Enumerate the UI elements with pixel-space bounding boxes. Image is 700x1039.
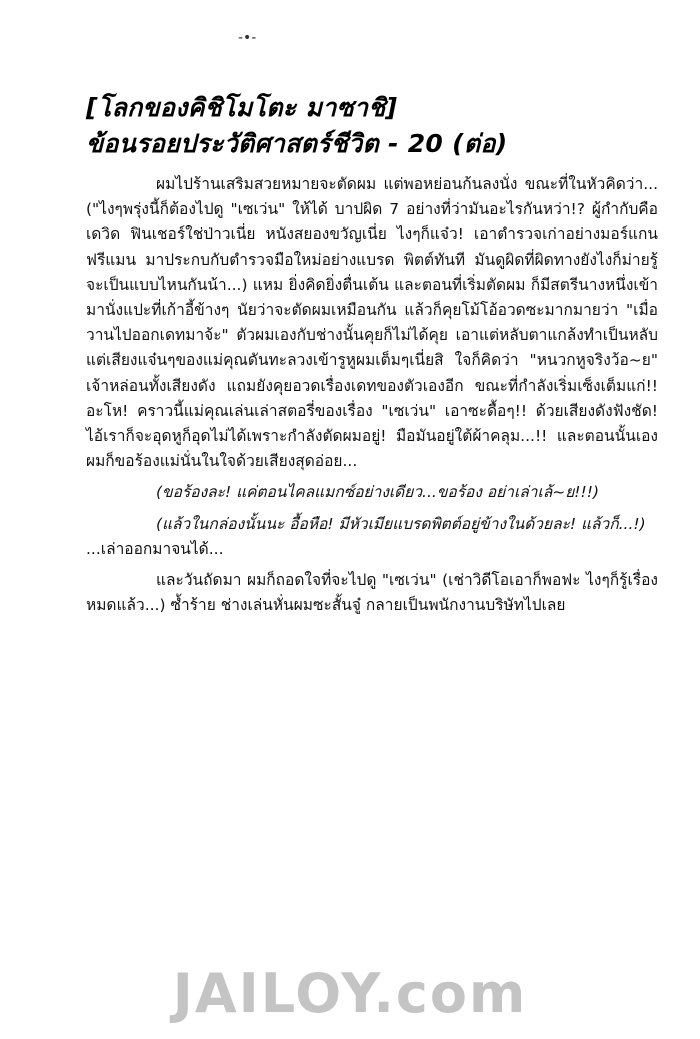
body-text: [86, 172, 658, 618]
paragraph-next-day: และวันถัดมา ผมก็ถอดใจที่จะไปดู "เซเว่น" (เช่าวิดีโอเอาก็พอฟะ ไงๆก็รู้เรื่องหมดแล้ว...) ซ้ำร้าย ช่างเล่นหั่นผมซะสั้นจู๋ กลายเป็นพนักงานบริษัทไปเลย: [86, 571, 658, 615]
paragraph-spoiler: (แล้วในกล่องนั้นนะ อื้อหือ! มีหัวเมียแบรดพิตต์อยู่ข้างในด้วยละ! แล้วก็...!): [156, 514, 646, 533]
paragraph-1: ผมไปร้านเสริมสวยหมายจะตัดผม แต่พอหย่อนก้นลงนั่ง ขณะที่ในหัวคิดว่า... ("ไงๆพรุ่งนี้ก็ต้องไปดู "เซเว่น" ให้ได้ บาปผิด 7 อย่างที่ว่ามันอะไรกันหว่า!? ผู้กำกับคือเดวิด ฟินเชอร์ใช่ป่าวเนี่ย หนังสยองขวัญเนี่ย ไงๆก็แจ๋ว! เอาตำรวจเก่าอย่างมอร์แกน ฟรีแมน มาประกบกับตำรวจมือใหม่อย่างแบรด พิตต์ทันที มันดูผิดที่ผิดทางยังไงก็ม่ายรู้ จะเป็นแบบไหนกันน้า...) แหม ยิ่งคิดยิ่งตื่นเต้น และตอนที่เริ่มตัดผม ก็มีสตรีนางหนึ่งเข้ามานั่งแปะที่เก้าอี้ข้างๆ นัยว่าจะตัดผมเหมือนกัน แล้วก็คุยโม้โอ้อวดซะมากมายว่า "เมื่อวานไปออกเดทมาจ้ะ" ตัวผมเองกับช่างนั้นคุยก็ไม่ได้คุย เอาแต่หลับตาแกล้งทำเป็นหลับ แต่เสียงแจ๋นๆของแม่คุณดันทะลวงเข้ารูหูผมเต็มๆเนี่ยสิ ใจก็คิดว่า "หนวกหูจริงว้อ~ย" เจ้าหล่อนทั้งเสียงดัง แถมยังคุยอวดเรื่องเดทของตัวเองอีก ขณะที่กำลังเริ่มเซ็งเต็มแก่!! อะโห! คราวนี้แม่คุณเล่นเล่าสตอรี่ของเรื่อง "เซเว่น" เอาซะดื้อๆ!! ด้วยเสียงดังฟังชัด! ไอ้เราก็จะอุดหูก็อุดไม่ได้เพราะกำลังตัดผมอยู่! มือมันอยู่ใต้ผ้าคลุม...!! และตอนนั้นเอง ผมก็ขอร้องแม่นั่นในใจด้วยเสียงสุดอ่อย...: [86, 175, 658, 471]
paragraph-told: ...เล่าออกมาจนได้...: [86, 539, 224, 558]
watermark: JAILOY.com: [172, 962, 528, 1025]
title-line-2: ข้อนรอยประวัติศาสตร์ชีวิต - 20 (ต่อ): [86, 129, 508, 158]
paragraph-plea: (ขอร้องละ! แค่ตอนไคลแมกซ์อย่างเดียว...ขอร้อง อย่าเล่าเล้~ย!!!): [156, 483, 599, 502]
title-line-1: [โลกของคิชิโมโตะ มาซาชิ]: [86, 93, 398, 122]
top-mark: -•-: [238, 30, 257, 46]
